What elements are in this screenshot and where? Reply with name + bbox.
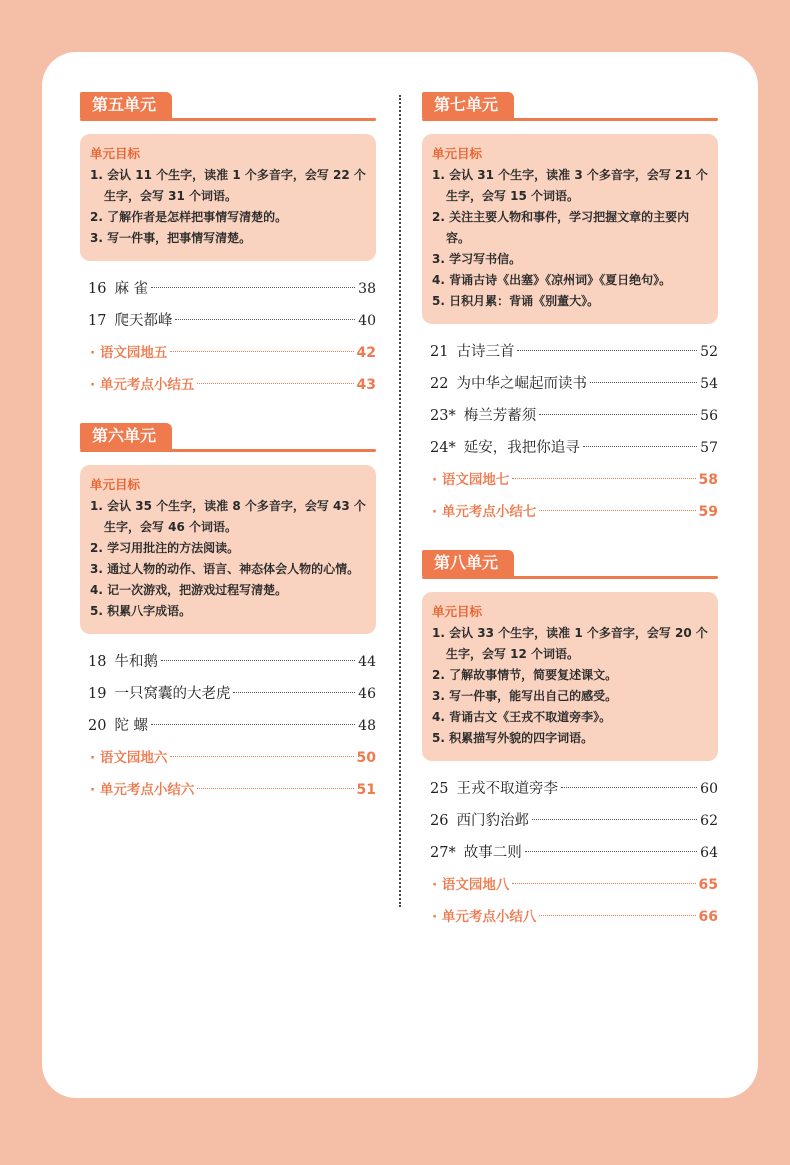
unit-underline	[422, 118, 718, 121]
lesson-title: 牛和鹅	[114, 654, 158, 670]
goals-title: 单元目标	[432, 146, 483, 161]
unit-underline	[422, 576, 718, 579]
lesson-title: 梅兰芳蓄须	[463, 408, 537, 424]
goal-item: 5. 积累描写外貌的四字词语。	[432, 731, 594, 745]
lesson-title: 爬天都峰	[114, 313, 173, 329]
lesson-number: 23*	[430, 408, 456, 424]
goal-item: 3. 学习写书信。	[432, 252, 522, 266]
dot-leader	[517, 350, 697, 351]
goal-item: 2. 了解故事情节，简要复述课文。	[432, 668, 618, 682]
toc-entry-17[interactable]	[80, 305, 376, 337]
goal-item: 5. 积累八字成语。	[90, 604, 192, 618]
unit-title: 第七单元	[422, 92, 514, 118]
toc-entry-27[interactable]	[422, 837, 718, 869]
dot-leader	[532, 819, 697, 820]
toc-entry-special[interactable]	[80, 337, 376, 369]
toc-entry-special[interactable]	[422, 464, 718, 496]
goal-item: 4. 记一次游戏，把游戏过程写清楚。	[90, 583, 288, 597]
special-title: · 语文园地八	[432, 877, 510, 893]
toc-entry-24[interactable]	[422, 432, 718, 464]
page-number: 38	[358, 281, 376, 297]
toc-entry-19[interactable]	[80, 678, 376, 710]
goal-item: 2. 了解作者是怎样把事情写清楚的。	[90, 210, 288, 224]
toc-entry-special[interactable]	[80, 742, 376, 774]
dot-leader	[175, 319, 355, 320]
page-number: 48	[358, 718, 376, 734]
unit-underline	[80, 449, 376, 452]
goal-item: 5. 日积月累：背诵《别董大》。	[432, 294, 600, 308]
toc-entry-21[interactable]	[422, 336, 718, 368]
lesson-number: 24*	[430, 440, 456, 456]
page-number: 59	[698, 504, 718, 520]
page-number: 57	[700, 440, 718, 456]
lesson-title: 一只窝囊的大老虎	[114, 686, 231, 702]
dot-leader	[197, 383, 353, 384]
goals-title: 单元目标	[432, 604, 483, 619]
unit-section	[80, 92, 376, 401]
toc-entry-18[interactable]	[80, 646, 376, 678]
dot-leader	[512, 883, 695, 884]
lesson-number: 18	[88, 654, 107, 670]
lesson-number: 19	[88, 686, 107, 702]
page-number: 44	[358, 654, 376, 670]
page-number: 56	[700, 408, 718, 424]
goal-item: 3. 通过人物的动作、语言、神态体会人物的心情。	[90, 562, 360, 576]
right-column	[422, 92, 718, 933]
page-number: 52	[700, 344, 718, 360]
toc-entry-22[interactable]	[422, 368, 718, 400]
goals-title: 单元目标	[90, 146, 141, 161]
lesson-title: 延安，我把你追寻	[463, 440, 580, 456]
unit-title: 第五单元	[80, 92, 172, 118]
page-number: 51	[356, 782, 376, 798]
goal-item: 1. 会认 31 个生字，读准 3 个多音字，会写 21 个生字，会写 15 个词语。	[432, 168, 708, 203]
lesson-number: 21	[430, 344, 449, 360]
goal-item: 1. 会认 33 个生字，读准 1 个多音字，会写 20 个生字，会写 12 个词语。	[432, 626, 708, 661]
toc-entry-special[interactable]	[422, 869, 718, 901]
goal-item: 1. 会认 11 个生字，读准 1 个多音字，会写 22 个生字，会写 31 个词语。	[90, 168, 366, 203]
page-number: 60	[700, 781, 718, 797]
unit-heading	[80, 92, 376, 120]
dot-leader	[590, 382, 697, 383]
page-number: 54	[700, 376, 718, 392]
dot-leader	[151, 287, 355, 288]
dot-leader	[170, 756, 353, 757]
lesson-number: 27*	[430, 845, 456, 861]
goal-item: 2. 学习用批注的方法阅读。	[90, 541, 240, 555]
lesson-number: 17	[88, 313, 107, 329]
page-number: 43	[356, 377, 376, 393]
unit-spacer	[80, 401, 376, 423]
page-number: 58	[698, 472, 718, 488]
column-divider	[399, 95, 401, 907]
page-number: 50	[356, 750, 376, 766]
dot-leader	[197, 788, 353, 789]
lesson-title: 西门豹治邺	[456, 813, 529, 829]
unit-title: 第八单元	[422, 550, 514, 576]
goals-title: 单元目标	[90, 477, 141, 492]
dot-leader	[539, 414, 697, 415]
page-number: 46	[358, 686, 376, 702]
unit-title: 第六单元	[80, 423, 172, 449]
lesson-title: 麻 雀	[114, 281, 149, 297]
page-number: 62	[700, 813, 718, 829]
unit-heading	[422, 550, 718, 578]
special-title: · 语文园地五	[90, 345, 168, 361]
dot-leader	[170, 351, 353, 352]
page-number: 40	[358, 313, 376, 329]
special-title: · 单元考点小结六	[90, 782, 195, 798]
lesson-number: 20	[88, 718, 107, 734]
dot-leader	[512, 478, 695, 479]
special-title: · 语文园地六	[90, 750, 168, 766]
unit-underline	[80, 118, 376, 121]
unit-goals-box	[422, 592, 718, 761]
dot-leader	[161, 660, 355, 661]
special-title: · 单元考点小结八	[432, 909, 537, 925]
dot-leader	[561, 787, 697, 788]
goal-item: 4. 背诵古诗《出塞》《凉州词》《夏日绝句》。	[432, 273, 672, 287]
dot-leader	[539, 915, 695, 916]
toc-entry-23[interactable]	[422, 400, 718, 432]
dot-leader	[151, 724, 355, 725]
unit-spacer	[422, 528, 718, 550]
dot-leader	[233, 692, 355, 693]
toc-entry-20[interactable]	[80, 710, 376, 742]
page-number: 65	[698, 877, 718, 893]
dot-leader	[583, 446, 697, 447]
unit-goals-box	[80, 465, 376, 634]
goal-item: 3. 写一件事，能写出自己的感受。	[432, 689, 618, 703]
goal-item: 1. 会认 35 个生字，读准 8 个多音字，会写 43 个生字，会写 46 个词语。	[90, 499, 366, 534]
lesson-number: 22	[430, 376, 449, 392]
page-number: 42	[356, 345, 376, 361]
toc-entry-special[interactable]	[422, 496, 718, 528]
lesson-title: 王戎不取道旁李	[456, 781, 558, 797]
toc-entry-25[interactable]	[422, 773, 718, 805]
dot-leader	[539, 510, 695, 511]
toc-entry-special[interactable]	[80, 774, 376, 806]
lesson-title: 陀 螺	[114, 718, 149, 734]
toc-entry-16[interactable]	[80, 273, 376, 305]
unit-section	[422, 92, 718, 528]
left-column	[80, 92, 376, 806]
unit-heading	[422, 92, 718, 120]
lesson-number: 26	[430, 813, 449, 829]
toc-entry-special[interactable]	[80, 369, 376, 401]
lesson-title: 故事二则	[463, 845, 522, 861]
lesson-number: 16	[88, 281, 107, 297]
toc-entry-special[interactable]	[422, 901, 718, 933]
goal-item: 4. 背诵古文《王戎不取道旁李》。	[432, 710, 612, 724]
unit-heading	[80, 423, 376, 451]
special-title: · 单元考点小结七	[432, 504, 537, 520]
goal-item: 2. 关注主要人物和事件，学习把握文章的主要内容。	[432, 210, 690, 245]
unit-goals-box	[422, 134, 718, 324]
special-title: · 语文园地七	[432, 472, 510, 488]
unit-section	[80, 423, 376, 806]
toc-entry-26[interactable]	[422, 805, 718, 837]
page-number: 66	[698, 909, 718, 925]
unit-section	[422, 550, 718, 933]
special-title: · 单元考点小结五	[90, 377, 195, 393]
dot-leader	[525, 851, 697, 852]
goal-item: 3. 写一件事，把事情写清楚。	[90, 231, 252, 245]
page-number: 64	[700, 845, 718, 861]
lesson-title: 为中华之崛起而读书	[456, 376, 587, 392]
lesson-title: 古诗三首	[456, 344, 515, 360]
unit-goals-box	[80, 134, 376, 261]
lesson-number: 25	[430, 781, 449, 797]
